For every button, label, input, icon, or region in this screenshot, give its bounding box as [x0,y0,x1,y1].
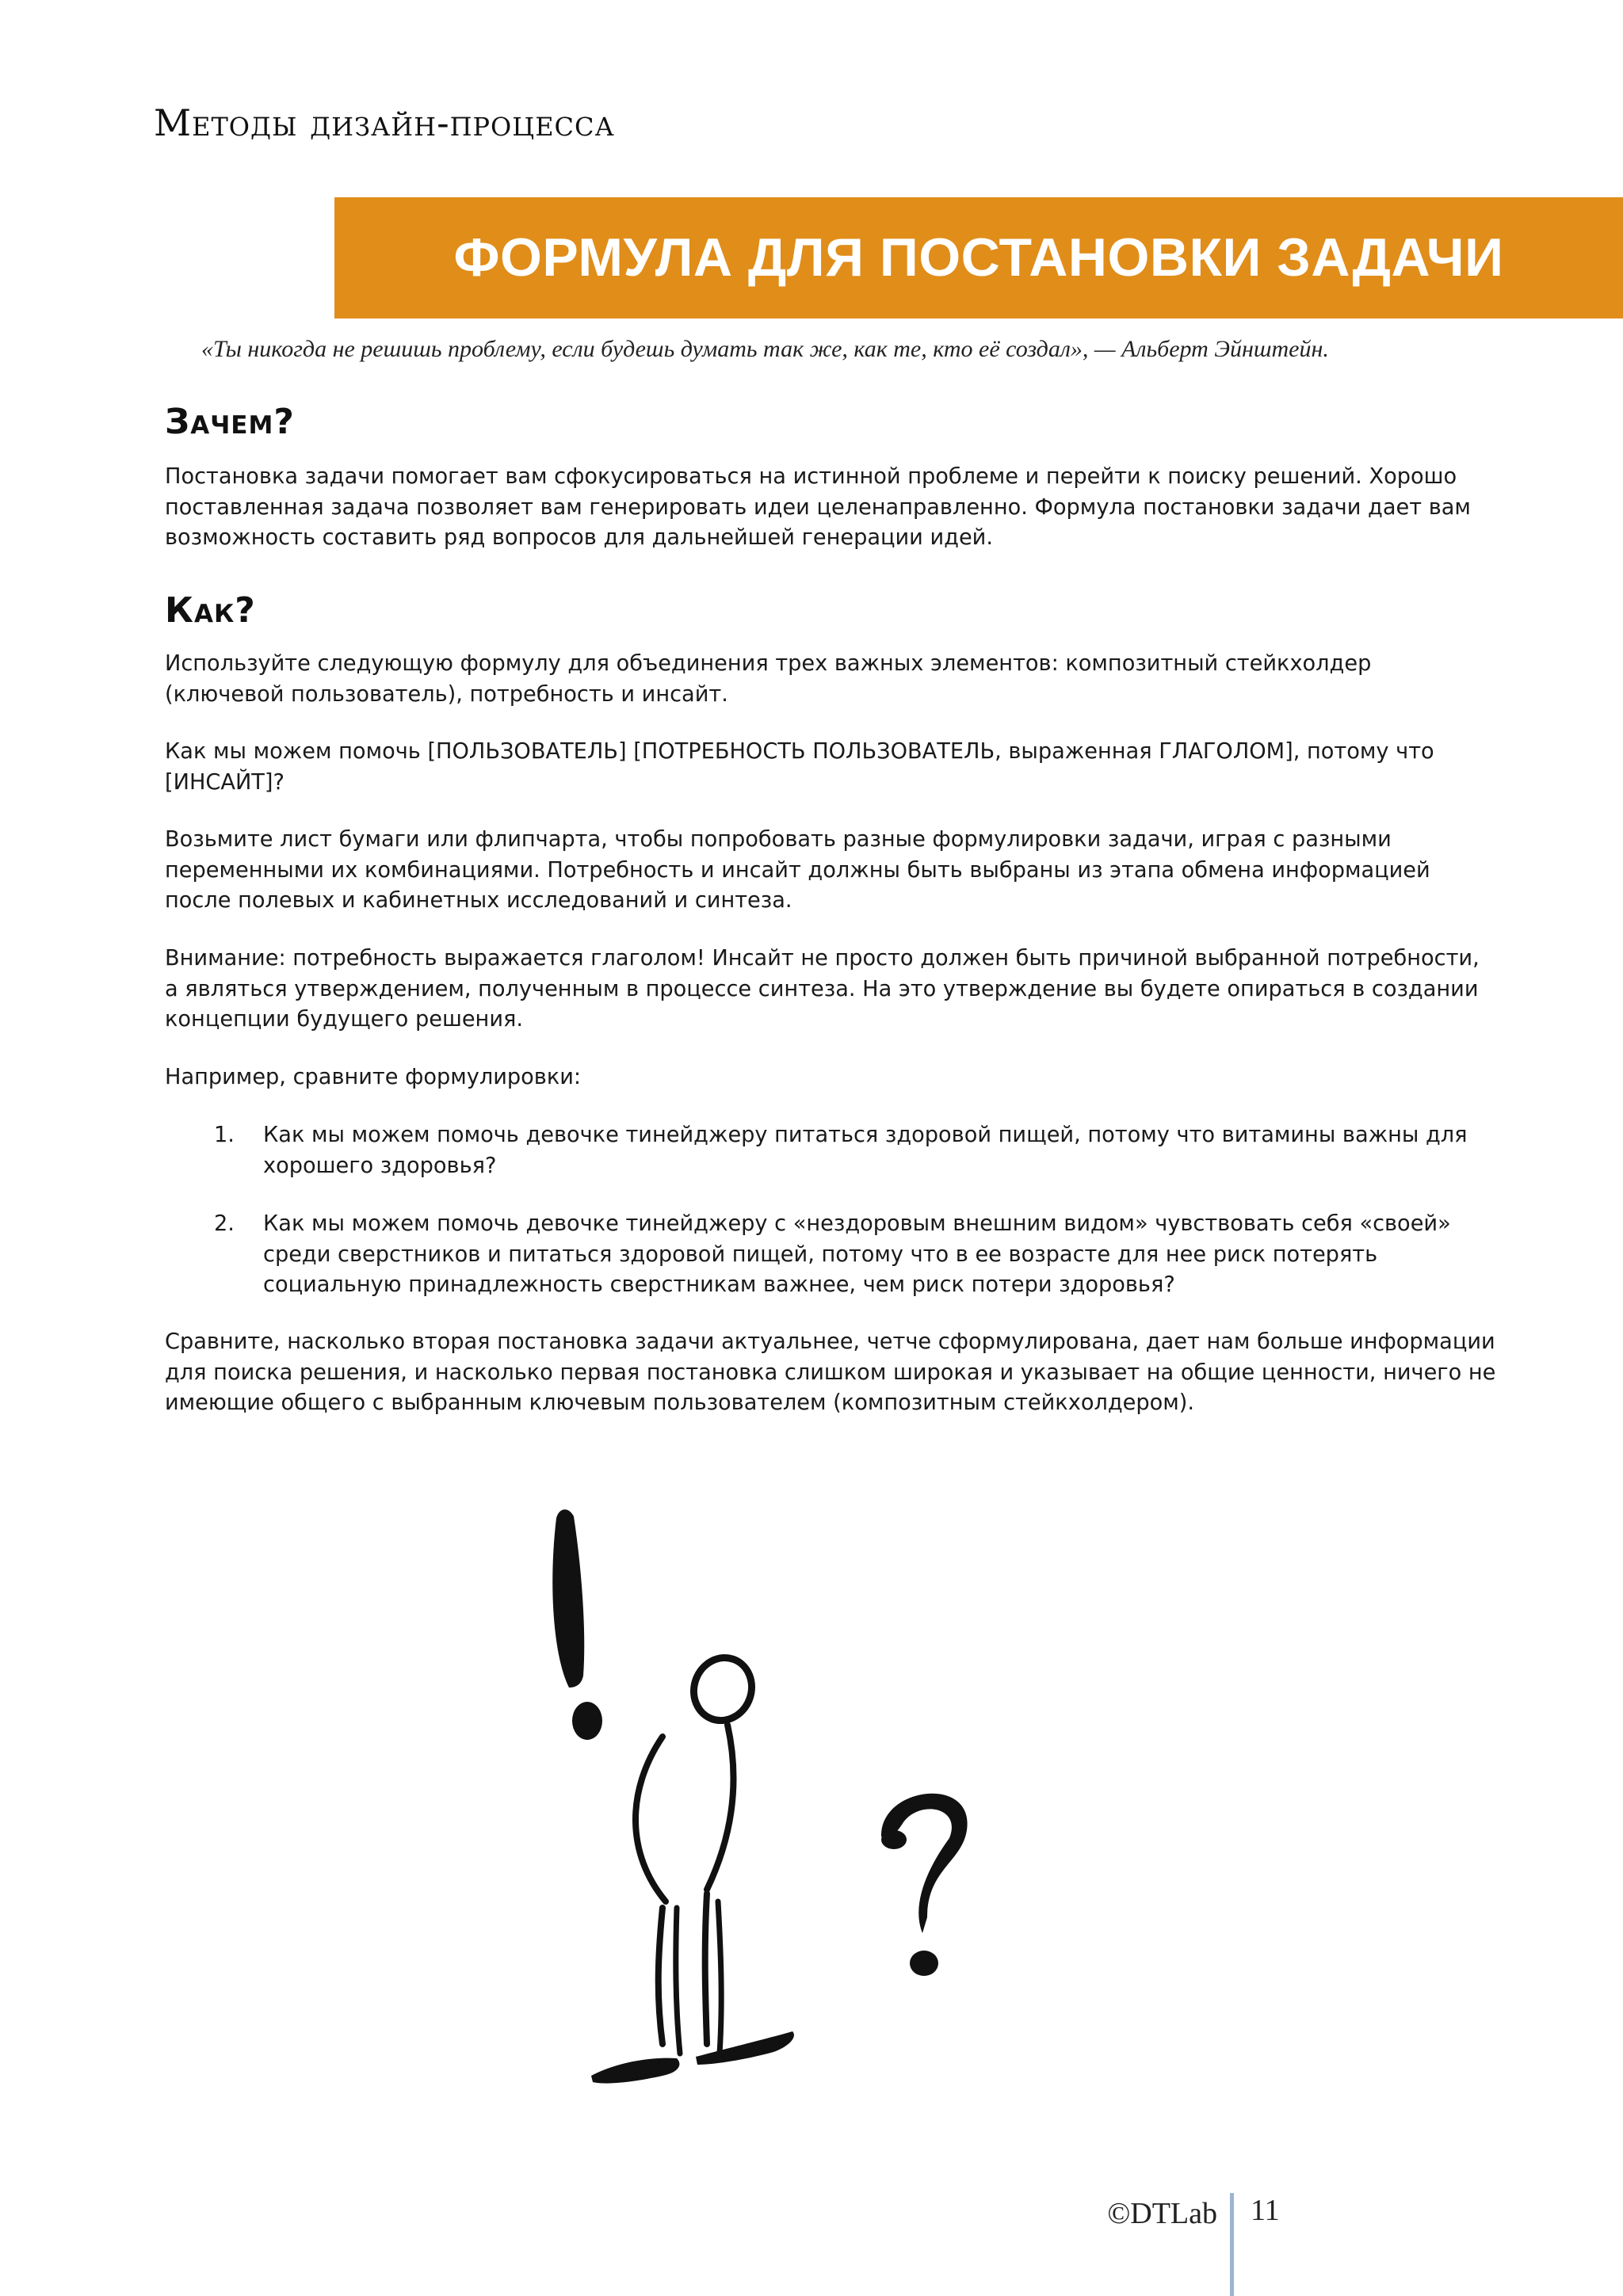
list-item [165,1120,1515,1181]
exclamation-icon [552,1509,602,1740]
stick-figure-feet [591,2031,794,2084]
page-number: 11 [1251,2194,1280,2227]
epigraph-quote: «Ты никогда не решишь проблему, если будешь думать так же, как те, кто её создал», — Альберт Эйнштейн. [201,336,1329,362]
paragraph-conclusion: Сравните, насколько вторая постановка задачи актуальнее, четче сформулирована, дает нам больше информации для поиска решения, и насколько первая постановка слишком широкая и указывает на общие ценности, ничего не имеющие общего с выбранным ключевым пользователем (композитным стейкхолдером). [165,1329,1496,1415]
paragraph-why: Постановка задачи помогает вам сфокусироваться на истинной проблеме и перейти к поиску решений. Хорошо поставленная задача позволяет вам генерировать идеи целенаправленно. Формула постановки задачи дает вам возможность составить ряд вопросов для дальнейшей генерации идей. [165,464,1471,550]
section-heading-how: Как? [165,590,256,631]
section-heading-why: Зачем? [165,402,295,442]
paragraph-formula: Как мы можем помочь [ПОЛЬЗОВАТЕЛЬ] [ПОТРЕБНОСТЬ ПОЛЬЗОВАТЕЛЬ, выраженная ГЛАГОЛОМ], потому что [ИНСАЙТ]? [165,739,1434,795]
paragraph-how-intro: Используйте следующую формулу для объединения трех важных элементов: композитный стейкхолдер (ключевой пользователь), потребность и инсайт. [165,651,1372,707]
paragraph-attention: Внимание: потребность выражается глаголом! Инсайт не просто должен быть причиной выбранной потребности, а являться утверждением, полученным в процессе синтеза. На это утверждение вы будете опираться в создании концепции будущего решения. [165,946,1480,1032]
title-band [334,197,1623,318]
stick-figure [636,1650,761,2054]
footer-copyright: ©DTLab [1107,2197,1217,2230]
list-item-text: Как мы можем помочь девочке тинейджеру питаться здоровой пищей, потому что витамины важны для хорошего здоровья? [263,1123,1468,1178]
illustration [507,1489,999,2107]
examples-list [165,1120,1512,1301]
list-item [165,1209,1515,1301]
question-icon [881,1794,968,1976]
page-title: ФОРМУЛА ДЛЯ ПОСТАНОВКИ ЗАДАЧИ [453,227,1504,288]
footer-divider [1230,2193,1234,2296]
paragraph-example-intro: Например, сравните формулировки: [165,1065,582,1089]
paragraph-paper: Возьмите лист бумаги или флипчарта, чтобы попробовать разные формулировки задачи, играя с разными переменными их комбинациями. Потребность и инсайт должны быть выбраны из этапа обмена информацией после полевых и кабинетных исследований и синтеза. [165,827,1430,913]
running-header: Методы дизайн-процесса [154,101,615,144]
list-item-text: Как мы можем помочь девочке тинейджеру с «нездоровым внешним видом» чувствовать себя «своей» среди сверстников и питаться здоровой пищей, потому что в ее возрасте для нее риск потерять социальную принадлежность сверстникам важнее, чем риск потери здоровья? [263,1211,1451,1297]
list-item-number: 2. [214,1211,235,1236]
list-item-number: 1. [214,1123,235,1147]
